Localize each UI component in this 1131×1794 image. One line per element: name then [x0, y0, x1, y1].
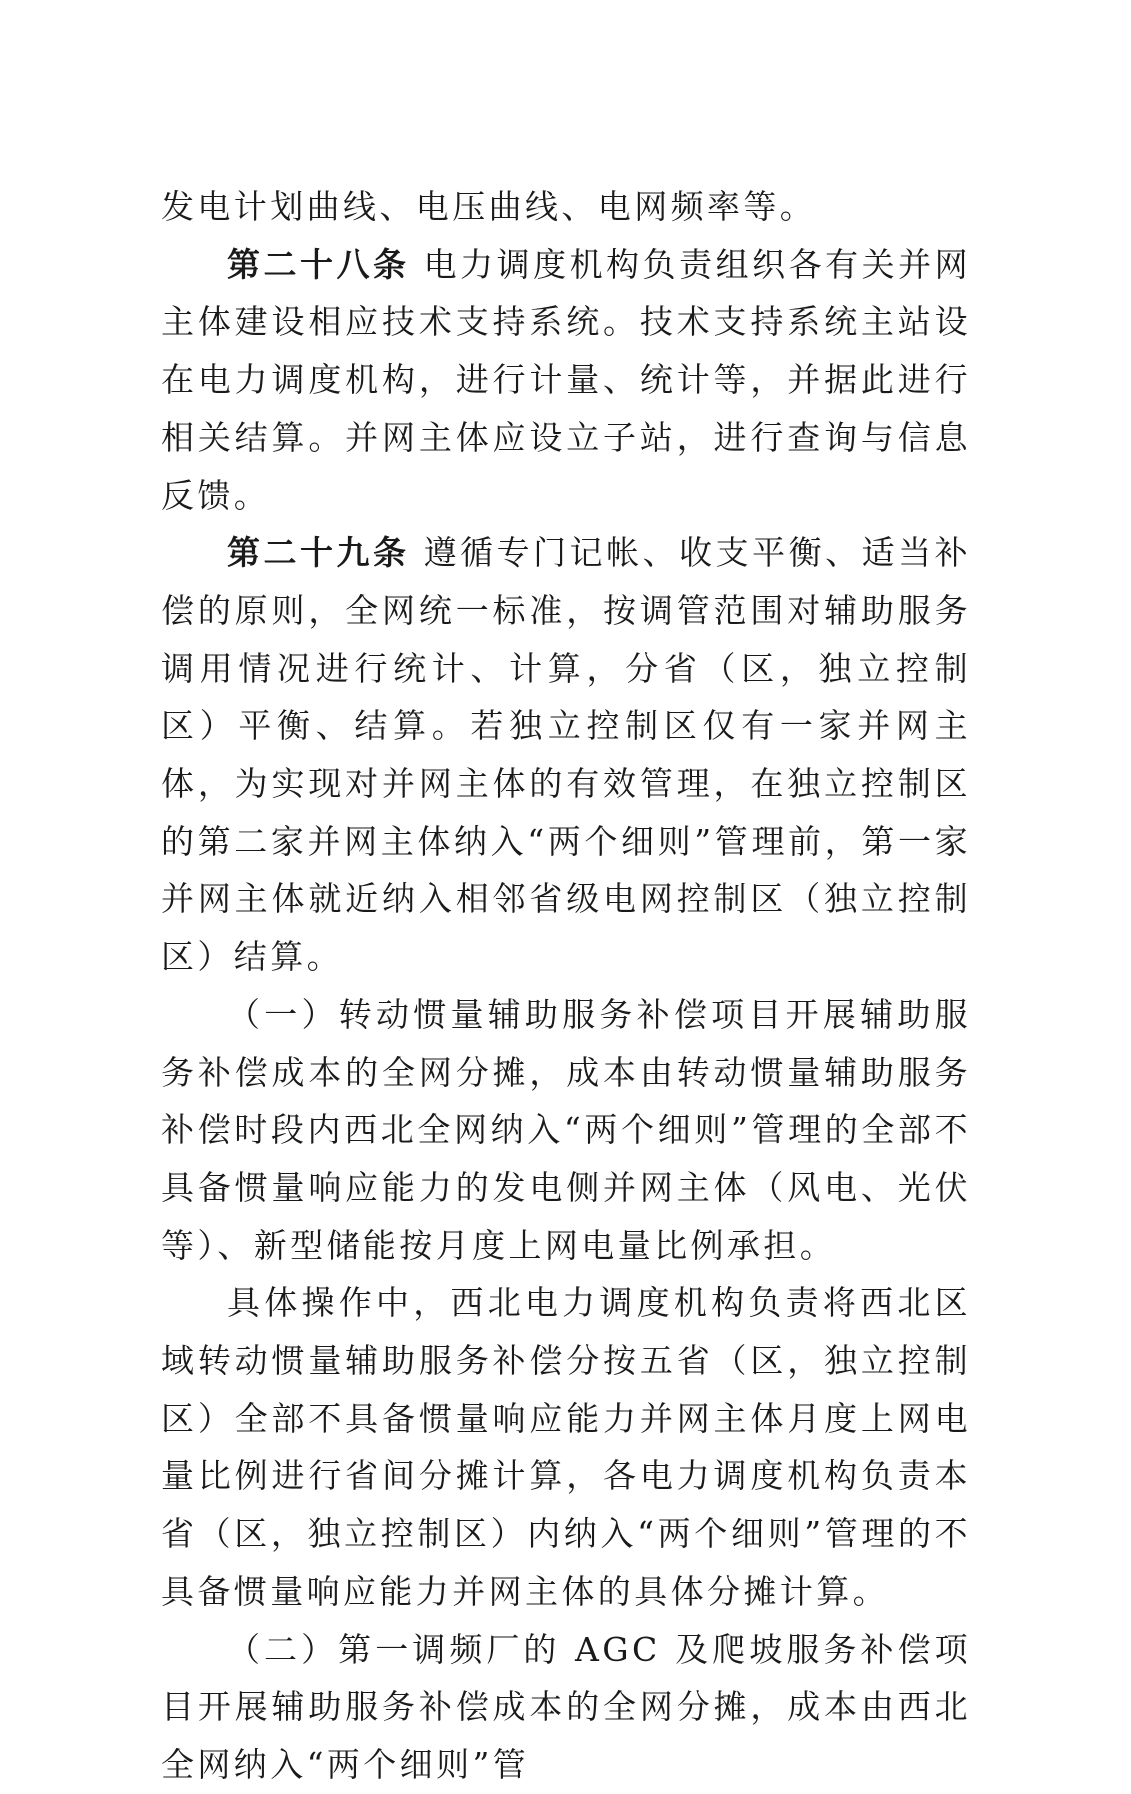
article-28-text: 电力调度机构负责组织各有关并网主体建设相应技术支持系统。技术支持系统主站设在电力调度机构，进行计量、统计等，并据此进行相关结算。并网主体应设立子站，进行查询与信息反馈。 — [161, 244, 971, 515]
clause-1-detail-text: 具体操作中，西北电力调度机构负责将西北区域转动惯量辅助服务补偿分按五省（区，独立控制区）全部不具备惯量响应能力并网主体月度上网电量比例进行省间分摊计算，各电力调度机构负责本省（区，独立控制区）内纳入“两个细则”管理的不具备惯量响应能力并网主体的具体分摊计算。 — [161, 1283, 971, 1611]
article-29-paragraph — [161, 524, 971, 986]
clause-1-paragraph — [161, 986, 971, 1275]
article-28-paragraph — [161, 236, 971, 525]
article-29-title: 第二十九条 — [227, 533, 410, 573]
paragraph-text: 发电计划曲线、电压曲线、电网频率等。 — [161, 187, 817, 226]
document-body — [161, 178, 971, 1794]
article-29-text: 遵循专门记帐、收支平衡、适当补偿的原则，全网统一标准，按调管范围对辅助服务调用情况进行统计、计算，分省（区，独立控制区）平衡、结算。若独立控制区仅有一家并网主体，为实现对并网主体的有效管理，在独立控制区的第二家并网主体纳入“两个细则”管理前，第一家并网主体就近纳入相邻省级电网控制区（独立控制区）结算。 — [161, 533, 971, 977]
clause-1-detail-paragraph — [161, 1274, 971, 1620]
clause-2-paragraph — [161, 1621, 971, 1794]
paragraph-continuation — [161, 178, 971, 236]
article-28-title: 第二十八条 — [227, 244, 410, 284]
clause-2-text: （二）第一调频厂的 AGC 及爬坡服务补偿项目开展辅助服务补偿成本的全网分摊，成本由西北全网纳入“两个细则”管 — [161, 1629, 971, 1784]
clause-1-text: （一）转动惯量辅助服务补偿项目开展辅助服务补偿成本的全网分摊，成本由转动惯量辅助服务补偿时段内西北全网纳入“两个细则”管理的全部不具备惯量响应能力的发电侧并网主体（风电、光伏等）、新型储能按月度上网电量比例承担。 — [161, 994, 971, 1265]
